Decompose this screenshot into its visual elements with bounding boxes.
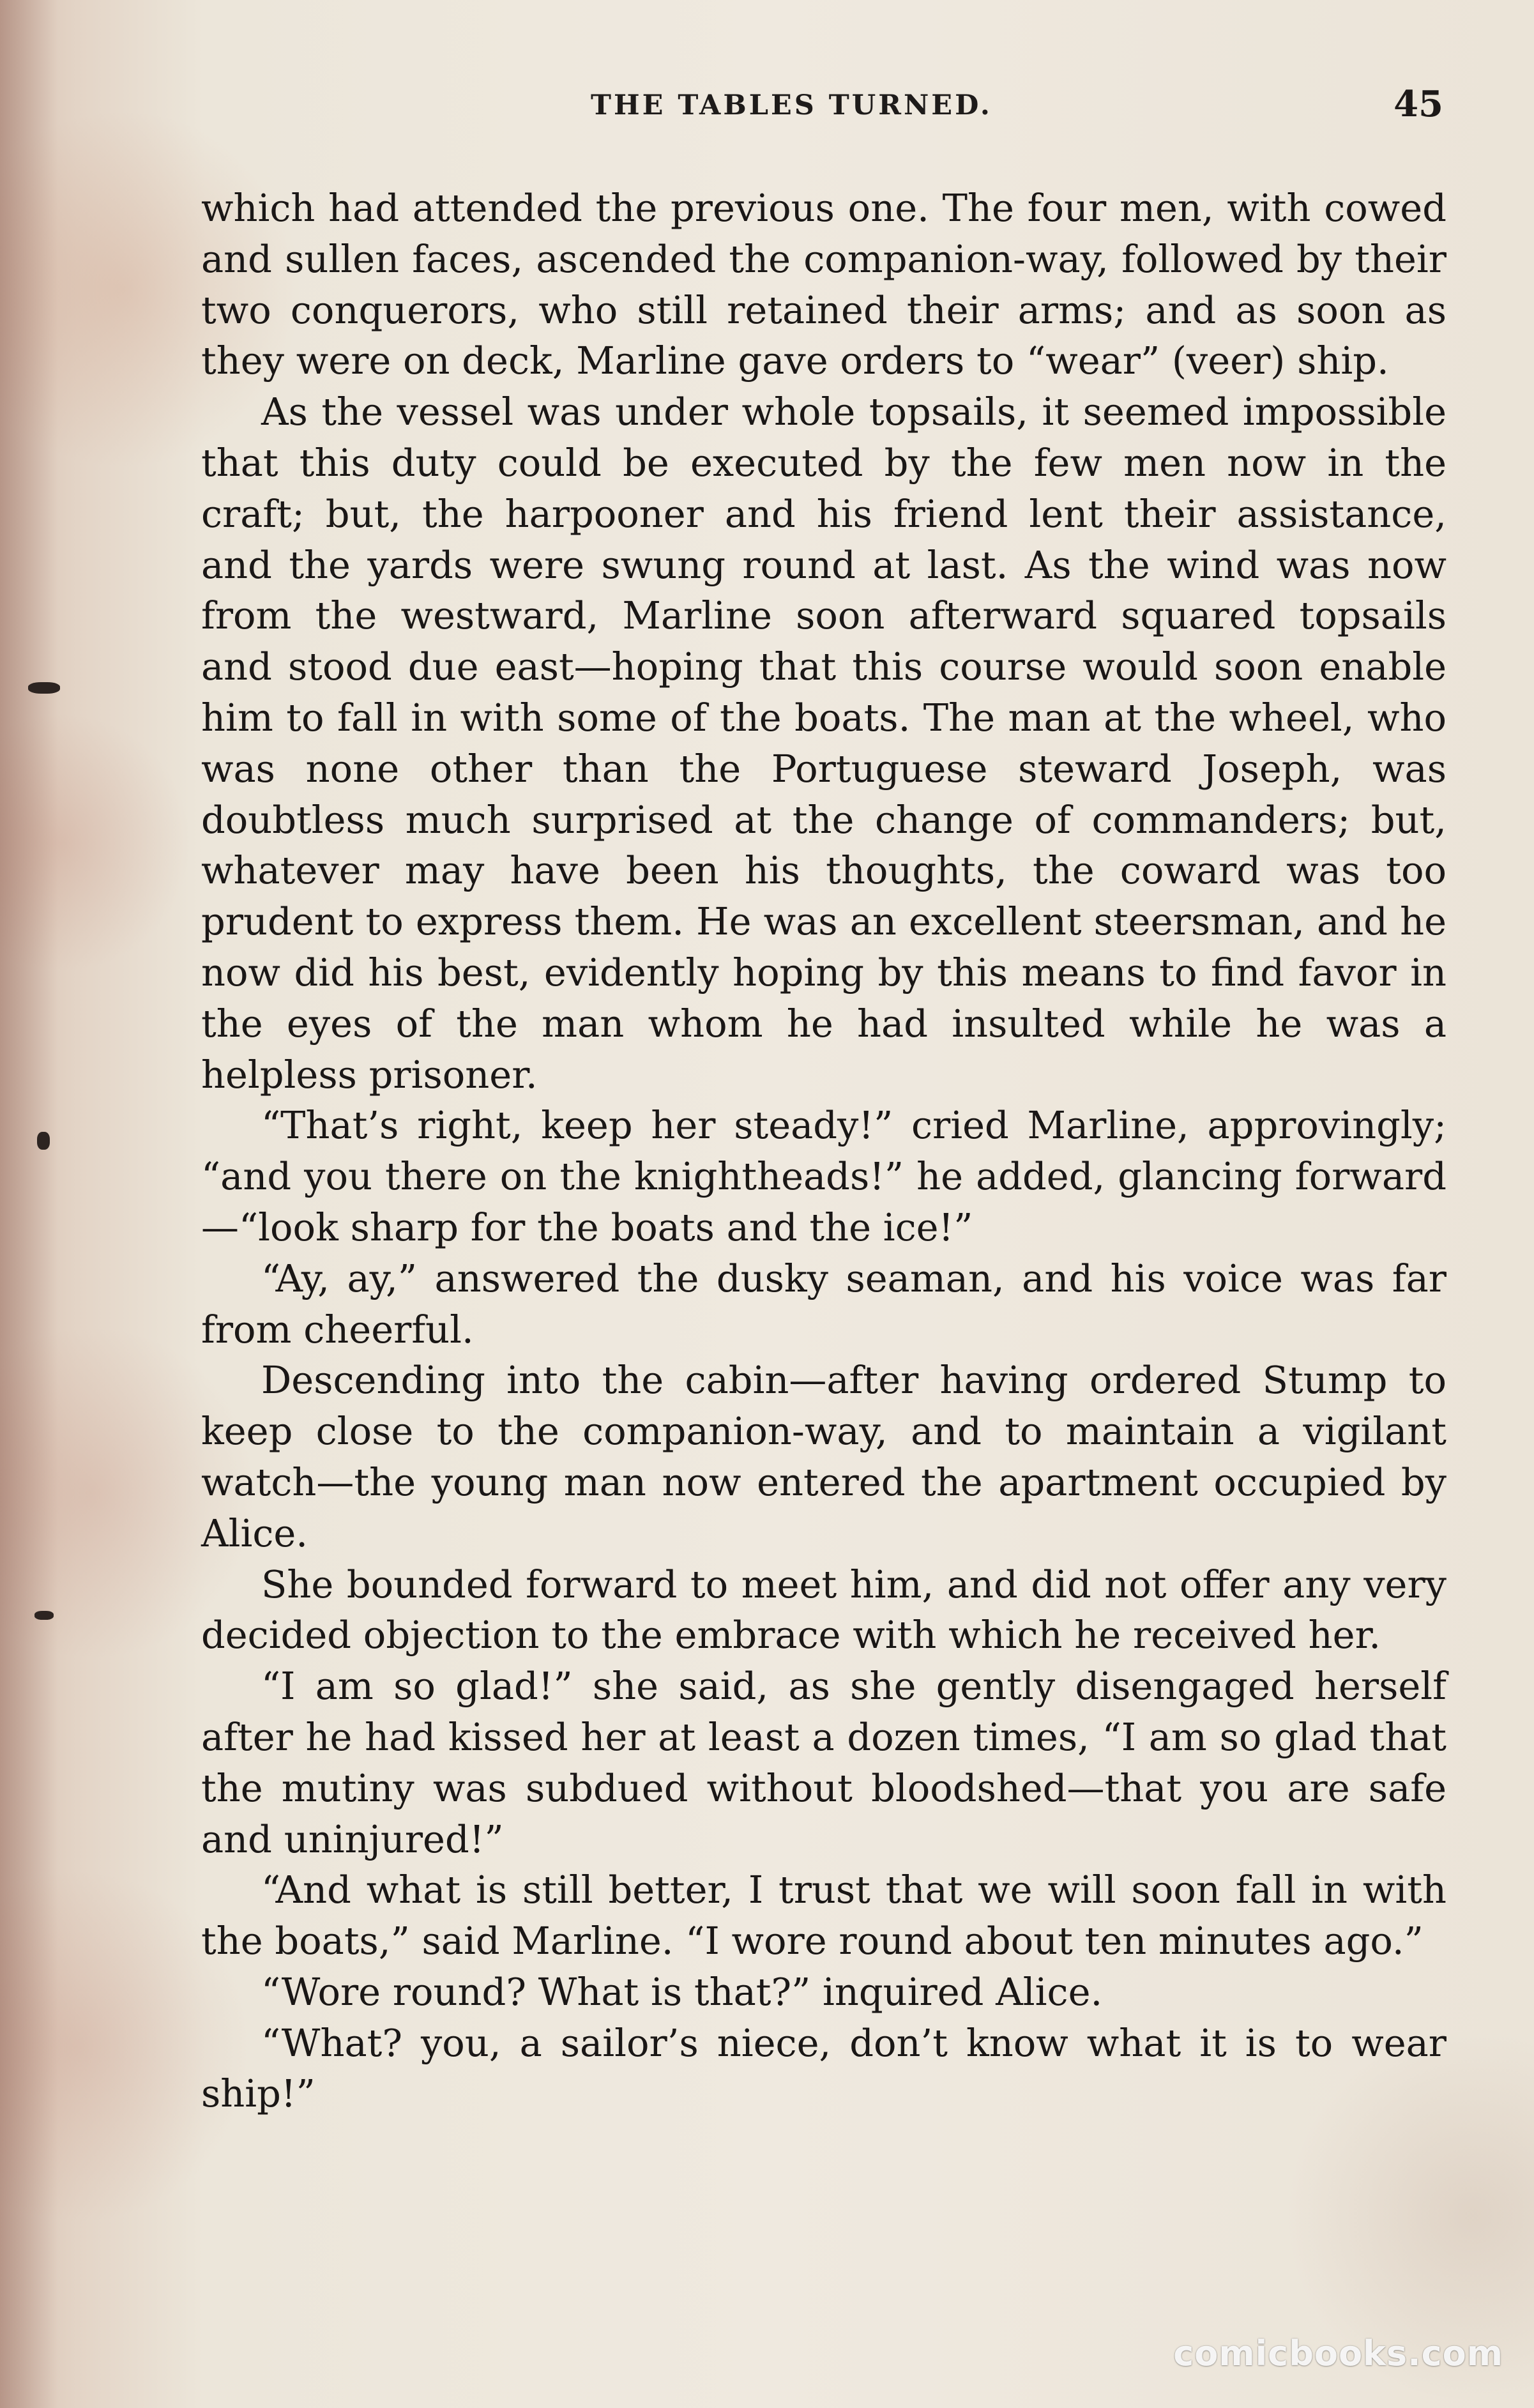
paragraph: “Wore round? What is that?” inquired Alice. <box>261 1969 1103 2014</box>
body-text <box>201 183 1447 2119</box>
paragraph: Descending into the cabin—after having ordered Stump to keep close to the companion-way, and to maintain a vigilant watch—the young man now entered the apartment occupied by Alice. <box>201 1358 1447 1555</box>
paragraph: “That’s right, keep her steady!” cried Marline, approvingly; “and you there on the knightheads!” he added, glancing forward—“look sharp for the boats and the ice!” <box>201 1103 1447 1249</box>
running-title: THE TABLES TURNED. <box>591 89 992 121</box>
paragraph: “What? you, a sailor’s niece, don’t know what it is to wear ship!” <box>201 2020 1447 2116</box>
ink-blot <box>34 1611 54 1620</box>
page-number: 45 <box>1394 83 1443 125</box>
paragraph: As the vessel was under whole topsails, it seemed impossible that this duty could be executed by the few men now in the craft; but, the harpooner and his friend lent their assistance, and the yards were swung round at last. As the wind was now from the westward, Marline soon afterward squared topsails and stood due east—hoping that this course would soon enable him to fall in with some of the boats. The man at the wheel, who was none other than the Portuguese steward Joseph, was doubtless much surprised at the change of commanders; but, whatever may have been his thoughts, the coward was too prudent to express them. He was an excellent steersman, and he now did his best, evidently hoping by this means to find favor in the eyes of the man whom he had insulted while he was a helpless prisoner. <box>201 390 1447 1097</box>
paragraph: which had attended the previous one. The four men, with cowed and sullen faces, ascended the companion-way, followed by their two conquerors, who still retained their arms; and as soon as they were on deck, Marline gave orders to “wear” (veer) ship. <box>201 186 1447 383</box>
ink-blot <box>37 1132 50 1150</box>
page-gutter-shadow <box>0 0 57 2408</box>
paragraph: “And what is still better, I trust that we will soon fall in with the boats,” said Marline. “I wore round about ten minutes ago.” <box>201 1868 1447 1963</box>
ink-blot <box>28 682 60 694</box>
page-header <box>0 83 1534 134</box>
site-watermark: comicbooks.com <box>1173 2333 1503 2374</box>
paragraph: “I am so glad!” she said, as she gently disengaged herself after he had kissed her at least a dozen times, “I am so glad that the mutiny was subdued without bloodshed—that you are safe and uninjured!” <box>201 1664 1447 1861</box>
paragraph: She bounded forward to meet him, and did not offer any very decided objection to the embrace with which he received her. <box>201 1562 1447 1657</box>
paragraph: “Ay, ay,” answered the dusky seaman, and his voice was far from cheerful. <box>201 1256 1447 1352</box>
